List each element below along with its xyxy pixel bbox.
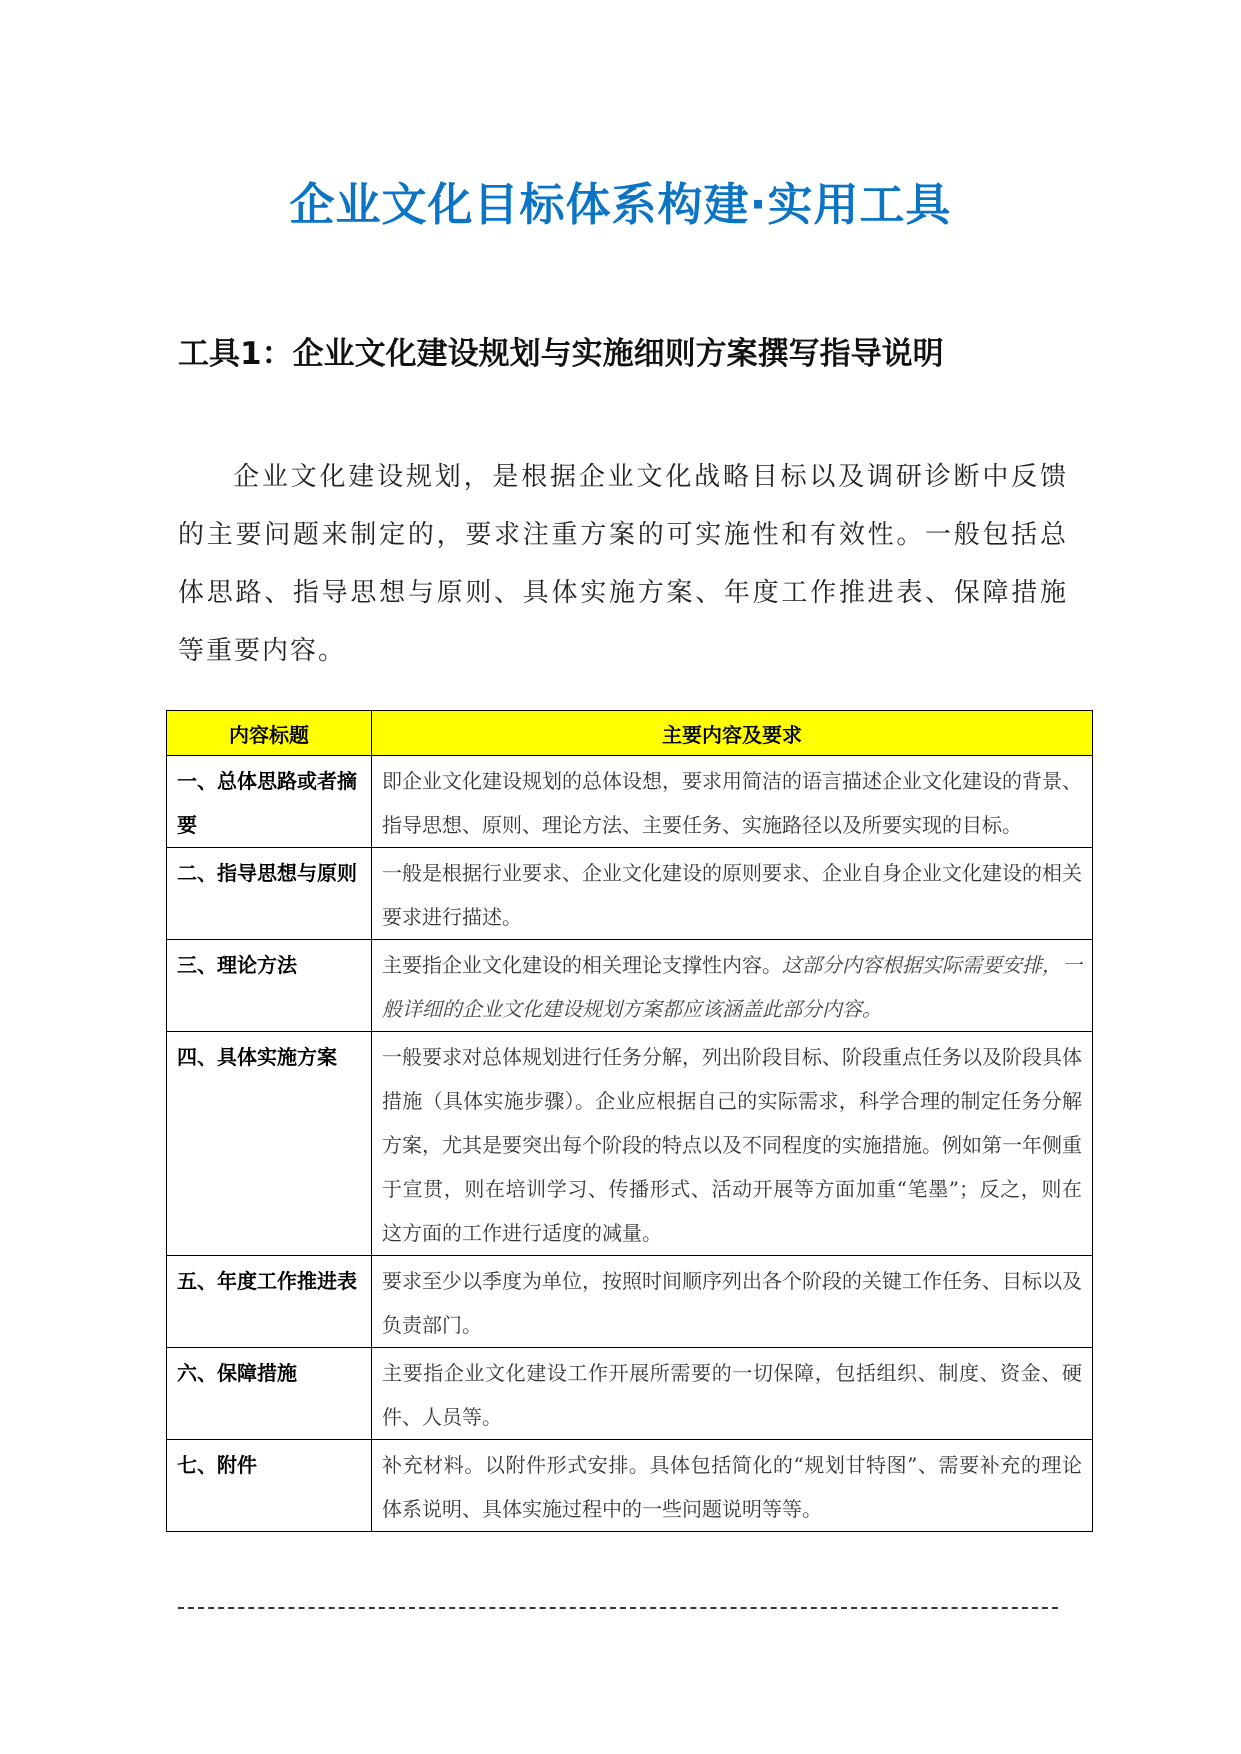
dashed-divider — [178, 1607, 1058, 1609]
row-description-text: 主要指企业文化建设的相关理论支撑性内容。 — [382, 953, 782, 977]
row-label: 一、总体思路或者摘要 — [167, 756, 372, 848]
row-description — [372, 1440, 1093, 1532]
table-header-row — [167, 711, 1093, 756]
row-label: 五、年度工作推进表 — [167, 1256, 372, 1348]
table-row — [167, 1032, 1093, 1256]
row-description — [372, 940, 1093, 1032]
document-title: 企业文化目标体系构建·实用工具 — [289, 178, 952, 231]
row-description — [372, 1256, 1093, 1348]
table-row — [167, 1256, 1093, 1348]
row-label: 七、附件 — [167, 1440, 372, 1532]
row-description-note: 这部分内容根据实际需要安排，一般详细的企业文化建设规划方案都应该涵盖此部分内容。 — [382, 953, 1082, 1021]
row-description — [372, 1032, 1093, 1256]
row-description-text: 补充材料。以附件形式安排。具体包括简化的“规划甘特图”、需要补充的理论体系说明、具体实施过程中的一些问题说明等等。 — [382, 1453, 1082, 1521]
tool-heading: 工具1：企业文化建设规划与实施细则方案撰写指导说明 — [178, 336, 944, 372]
guide-table — [166, 710, 1093, 1532]
row-label: 二、指导思想与原则 — [167, 848, 372, 940]
table-row — [167, 1440, 1093, 1532]
row-label: 四、具体实施方案 — [167, 1032, 372, 1256]
table-row — [167, 848, 1093, 940]
row-description-text: 主要指企业文化建设工作开展所需要的一切保障，包括组织、制度、资金、硬件、人员等。 — [382, 1361, 1082, 1429]
row-label: 六、保障措施 — [167, 1348, 372, 1440]
row-description — [372, 848, 1093, 940]
header-content-title: 内容标题 — [167, 711, 372, 756]
row-description-text: 一般要求对总体规划进行任务分解，列出阶段目标、阶段重点任务以及阶段具体措施（具体实施步骤）。企业应根据自己的实际需求，科学合理的制定任务分解方案，尤其是要突出每个阶段的特点以及不同程度的实施措施。例如第一年侧重于宣贯，则在培训学习、传播形式、活动开展等方面加重“笔墨”；反之，则在这方面的工作进行适度的减量。 — [382, 1045, 1082, 1245]
table-row — [167, 1348, 1093, 1440]
table-row — [167, 940, 1093, 1032]
row-label: 三、理论方法 — [167, 940, 372, 1032]
row-description-text: 要求至少以季度为单位，按照时间顺序列出各个阶段的关键工作任务、目标以及负责部门。 — [382, 1269, 1082, 1337]
row-description-text: 一般是根据行业要求、企业文化建设的原则要求、企业自身企业文化建设的相关要求进行描述。 — [382, 861, 1082, 929]
table-row — [167, 756, 1093, 848]
header-main-content: 主要内容及要求 — [372, 711, 1093, 756]
row-description — [372, 756, 1093, 848]
intro-paragraph: 企业文化建设规划，是根据企业文化战略目标以及调研诊断中反馈的主要问题来制定的，要求注重方案的可实施性和有效性。一般包括总体思路、指导思想与原则、具体实施方案、年度工作推进表、保障措施等重要内容。 — [178, 462, 1068, 666]
row-description-text: 即企业文化建设规划的总体设想，要求用简洁的语言描述企业文化建设的背景、指导思想、原则、理论方法、主要任务、实施路径以及所要实现的目标。 — [382, 769, 1082, 837]
row-description — [372, 1348, 1093, 1440]
